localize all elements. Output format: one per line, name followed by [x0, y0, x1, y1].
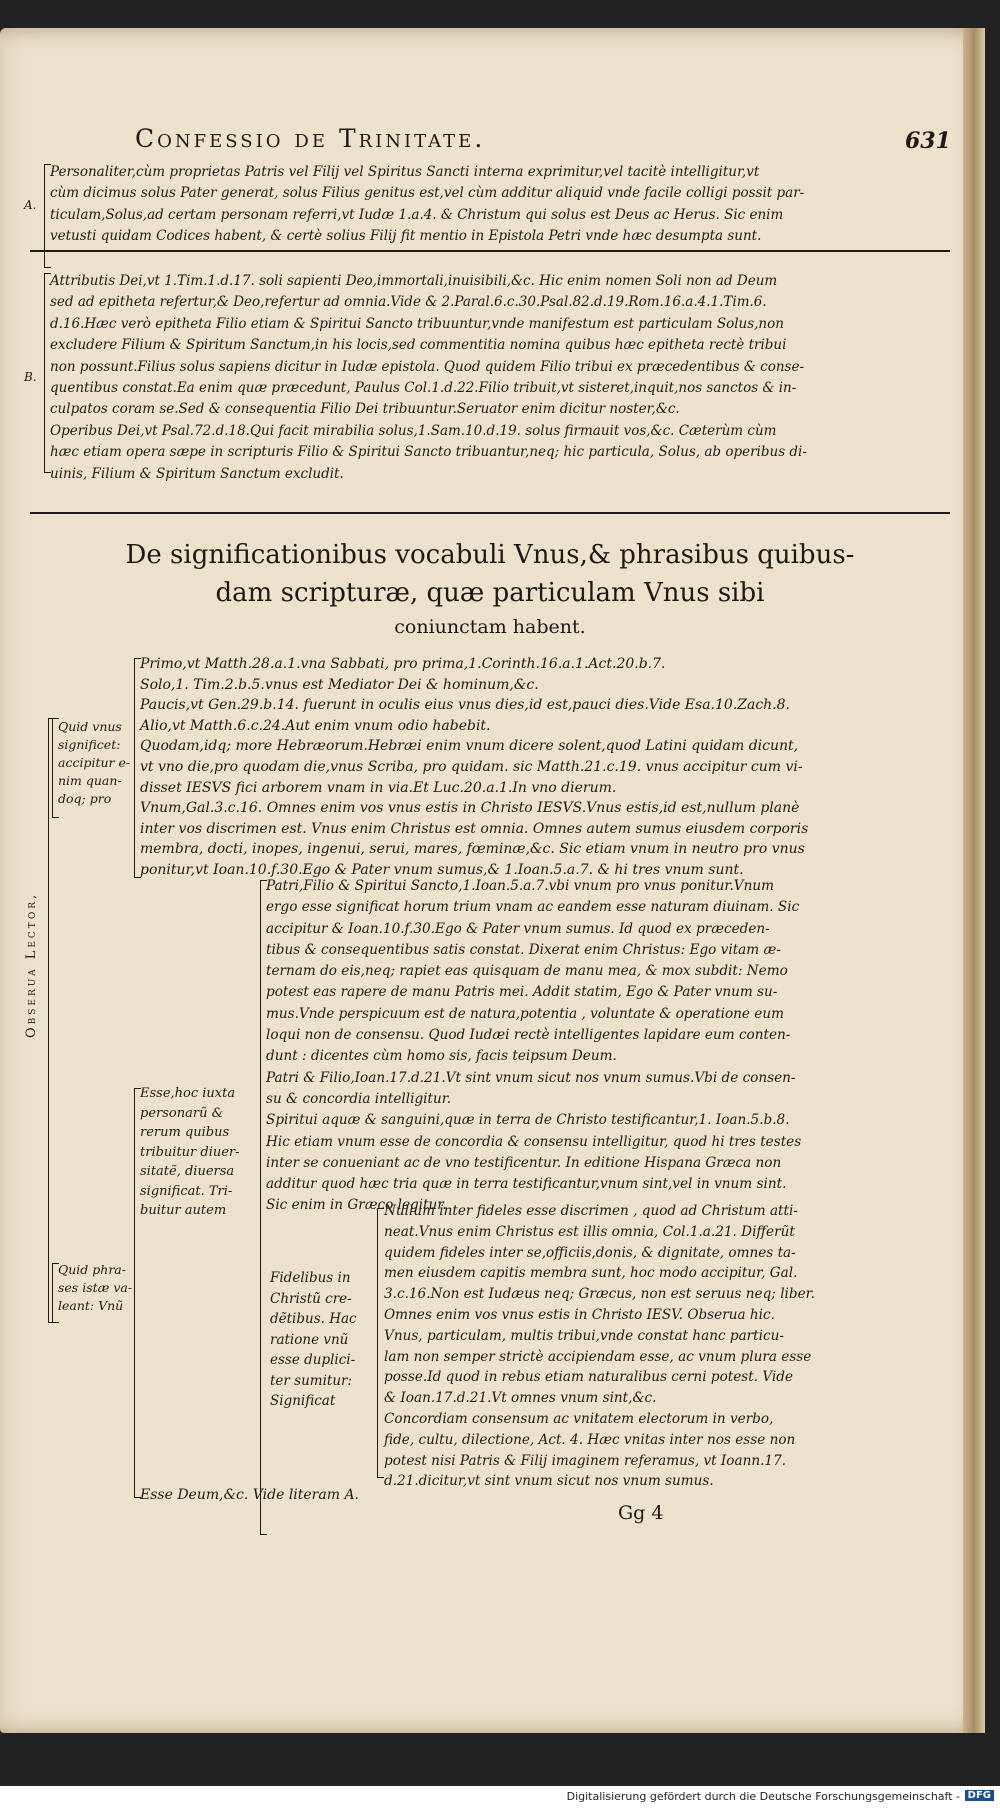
section-title-line: De significationibus vocabuli Vnus,& phrasibus quibus-: [125, 540, 855, 570]
primo-line: disset IESVS fici arborem vnam in via.Et Luc.20.a.1.In vno dierum.: [140, 779, 617, 796]
note-b-line: sed ad epitheta refertur,& Deo,refertur ad omnia.Vide & 2.Paral.6.c.30.Psal.82.d.19.Rom.16.a.4.1.Tim.6.: [50, 294, 767, 311]
patri-line: potest eas rapere de manu Patris mei. Addit statim, Ego & Pater vnum su-: [266, 984, 778, 1001]
fidelibus-line: esse duplici-: [270, 1352, 356, 1368]
primo-line: Alio,vt Matth.6.c.24.Aut enim vnum odio habebit.: [140, 717, 491, 734]
patri-line: Hic etiam vnum esse de concordia & consensu intelligitur, quod hi tres testes: [266, 1133, 802, 1150]
nullum-line: 3.c.16.Non est Iudæus neq; Græcus, non est seruus neq; liber.: [384, 1286, 815, 1303]
quid-vnus-brace: [52, 718, 53, 818]
nullum-line: posse.Id quod in rebus etiam naturalibus cerni potest. Vide: [384, 1369, 794, 1386]
nullum-line: potest nisi Patris & Filij imaginem referamus, vt Ioann.17.: [384, 1452, 787, 1469]
nullum-line: men eiusdem capitis membra sunt, hoc modo accipitur, Gal.: [384, 1265, 798, 1282]
note-b-line: culpatos coram se.Sed & consequentia Filio Dei tribuuntur.Seruator enim dicitur noster,&c.: [50, 401, 680, 418]
outer-brace: [48, 718, 49, 1323]
patri-line: dunt : dicentes cùm homo sis, facis teipsum Deum.: [266, 1048, 617, 1065]
quid-phra-line: Quid phra-: [58, 1262, 126, 1277]
esse-line: rerum quibus: [140, 1125, 230, 1140]
fidelibus-line: ter sumitur:: [270, 1372, 353, 1389]
quid-vnus-line: doq; pro: [58, 791, 112, 806]
quid-phra-line: leant: Vnũ: [58, 1298, 124, 1313]
note-b-line: quentibus constat.Ea enim quæ præcedunt, Paulus Col.1.d.22.Filio tribuit,vt sisteret,inquit,nos sanctos & in-: [50, 380, 797, 397]
note-a-line: vetusti quidam Codices habent, & certè solius Filij fit mentio in Epistola Petri vnde hæc desumpta sunt.: [50, 228, 762, 245]
divider-rule: [30, 250, 950, 252]
primo-line: vt vno die,pro quodam die,vnus Scriba, pro quidam. sic Matth.21.c.19. vnus accipitur cum vi-: [140, 758, 803, 775]
esse-deum-line: Esse Deum,&c. Vide literam A.: [140, 1487, 360, 1503]
note-a-text: [50, 162, 970, 248]
patri-line: Patri,Filio & Spiritui Sancto,1.Ioan.5.a.7.vbi vnum pro vnus ponitur.Vnum: [266, 878, 774, 894]
note-b-brace: [44, 273, 45, 473]
esse-line: buitur autem: [140, 1203, 227, 1218]
running-title: Confessio de Trinitate.: [135, 124, 486, 153]
note-a-line: cùm dicimus solus Pater generat, solus Filius genitus est,vel cùm additur aliquid vnde facile colligi possit par-: [50, 185, 805, 202]
patri-line: Sic enim in Græco legitur.: [266, 1197, 447, 1214]
book-page: [0, 28, 985, 1733]
footer-bar: [0, 1786, 1000, 1810]
note-b-line: excludere Filium & Spiritum Sanctum,in his locis,sed commentitia nomina quibus hæc epitheta rectè tribui: [50, 337, 787, 354]
quid-vnus-label: [58, 718, 130, 808]
primo-line: membra, docti, inopes, ingenui, serui, mares, fœminæ,&c. Sic etiam vnum in neutro pro vnus: [140, 841, 805, 858]
esse-line: Esse,hoc iuxta: [140, 1086, 236, 1101]
note-b-line: Attributis Dei,vt 1.Tim.1.d.17. soli sapienti Deo,immortali,inuisibili,&c. Hic enim nomen Soli non ad Deum: [50, 273, 778, 289]
page-edge: [963, 28, 985, 1733]
esse-line: personarũ &: [140, 1105, 224, 1121]
fidelibus-line: ratione vnũ: [270, 1331, 349, 1348]
quid-vnus-line: significet:: [58, 737, 121, 752]
nullum-block: [384, 1201, 815, 1492]
nullum-line: Vnus, particulam, multis tribui,vnde constat hanc particu-: [384, 1327, 784, 1344]
patri-line: ternam do eis,neq; rapiet eas quisquam de manu mea, & mox subdit: Nemo: [266, 963, 788, 980]
patri-block: [266, 876, 801, 1217]
dfg-logo: DFG: [965, 1790, 994, 1801]
note-b-line: d.16.Hæc verò epitheta Filio etiam & Spiritui Sancto tribuuntur,vnde manifestum est particulam Solus,non: [50, 315, 784, 332]
nullum-line: Nullum inter fideles esse discrimen , quod ad Christum atti-: [384, 1203, 798, 1219]
primo-line: Solo,1. Tim.2.b.5.vnus est Mediator Dei & hominum,&c.: [140, 676, 539, 693]
nullum-line: fide, cultu, dilectione, Act. 4. Hæc vnitas inter nos esse non: [384, 1431, 796, 1448]
note-b-marker: B.: [24, 370, 37, 384]
section-title: [40, 536, 940, 642]
patri-line: accipitur & Ioan.10.f.30.Ego & Pater vnum sumus. Id quod ex præceden-: [266, 920, 770, 937]
primo-brace: [134, 658, 135, 878]
primo-line: Paucis,vt Gen.29.b.14. fuerunt in oculis eius vnus dies,id est,pauci dies.Vide Esa.10.Zach.8.: [140, 697, 791, 714]
patri-line: Spiritui aquæ & sanguini,quæ in terra de Christo testificantur,1. Ioan.5.b.8.: [266, 1112, 790, 1129]
note-b-line: hæc etiam opera sæpe in scripturis Filio & Spiritui Sancto tribuantur,neq; hic particula, Solus, ab operibus di-: [50, 444, 807, 461]
quid-phra-line: ses istæ va-: [58, 1280, 133, 1295]
patri-line: inter se conueniant ac de vno testificentur. In editione Hispana Græca non: [266, 1154, 782, 1171]
fidelibus-line: Significat: [270, 1393, 336, 1409]
quid-vnus-line: accipitur e-: [58, 755, 131, 770]
funding-credit: Digitalisierung gefördert durch die Deutsche Forschungsgemeinschaft -: [566, 1790, 960, 1803]
patri-line: ergo esse significat horum trium vnam ac eandem esse naturam diuinam. Sic: [266, 899, 800, 916]
page-number: 631: [905, 128, 951, 154]
fidelibus-line: Christũ cre-: [270, 1290, 352, 1307]
section-title-line: coniunctam habent.: [394, 616, 586, 638]
primo-line: inter vos discrimen est. Vnus enim Christus est omnia. Omnes autem sumus eiusdem corporis: [140, 820, 809, 837]
patri-line: mus.Vnde perspicuum est de natura,potentia , voluntate & operatione eum: [266, 1005, 784, 1022]
patri-line: additur quod hæc tria quæ in terra testificantur,vnum sint,vel in vnum sint.: [266, 1176, 787, 1193]
note-b-line: non possunt.Filius solus sapiens dicitur in Iudæ epistola. Quod quidem Filio tribui ex præcedentibus & conse-: [50, 358, 805, 375]
esse-brace: [134, 1088, 135, 1498]
esse-line: tribuitur diuer-: [140, 1144, 240, 1160]
nullum-line: quidem fideles inter se,officiis,donis, & dignitate, omnes ta-: [384, 1244, 796, 1261]
signature-mark: Gg 4: [618, 1502, 664, 1524]
section-title-line: dam scripturæ, quæ particulam Vnus sibi: [215, 578, 765, 608]
primo-line: Quodam,idq; more Hebræorum.Hebræi enim vnum dicere solent,quod Latini quidam dicunt,: [140, 738, 799, 755]
nullum-line: d.21.dicitur,vt sint vnum sicut nos vnum sumus.: [384, 1473, 714, 1490]
patri-brace: [260, 880, 261, 1535]
nullum-line: Omnes enim vos vnus estis in Christo IESV. Obserua hic.: [384, 1306, 775, 1323]
primo-line: Vnum,Gal.3.c.16. Omnes enim vos vnus estis in Christo IESVS.Vnus estis,id est,nullum planè: [140, 800, 800, 817]
note-b-text: [50, 271, 970, 485]
esse-label: [140, 1084, 240, 1221]
esse-line: significat. Tri-: [140, 1183, 233, 1199]
primo-block: [140, 654, 808, 881]
fidelibus-line: dẽtibus. Hac: [270, 1311, 357, 1327]
note-b-line: uinis, Filium & Spiritum Sanctum excludit.: [50, 465, 344, 482]
note-a-marker: A.: [24, 198, 37, 212]
nullum-line: lam non semper strictè accipiendam esse, ac vnum plura esse: [384, 1348, 812, 1365]
quid-phra-label: [58, 1261, 132, 1315]
patri-line: loqui non de consensu. Quod Iudæi rectè intelligentes lapidare eum conten-: [266, 1027, 791, 1044]
fidelibus-label: [270, 1268, 357, 1412]
nullum-line: neat.Vnus enim Christus est illis omnia, Col.1.a.21. Differũt: [384, 1223, 795, 1240]
fidelibus-line: Fidelibus in: [270, 1270, 351, 1286]
note-b-line: Operibus Dei,vt Psal.72.d.18.Qui facit mirabilia solus,1.Sam.10.d.19. solus firmauit vos,&c. Cæterùm cùm: [50, 422, 777, 439]
margin-note: Obserua Lector,: [24, 891, 39, 1038]
esse-line: sitatẽ, diuersa: [140, 1164, 235, 1179]
note-a-line: ticulam,Solus,ad certam personam referri,vt Iudæ 1.a.4. & Christum qui solus est Deus ac Herus. Sic enim: [50, 206, 784, 223]
primo-line: Primo,vt Matth.28.a.1.vna Sabbati, pro prima,1.Corinth.16.a.1.Act.20.b.7.: [140, 656, 666, 672]
quid-phra-brace: [52, 1263, 53, 1323]
note-a-brace: [44, 164, 45, 268]
quid-vnus-line: nim quan-: [58, 773, 122, 788]
nullum-line: & Ioan.17.d.21.Vt omnes vnum sint,&c.: [384, 1390, 657, 1407]
patri-line: su & concordia intelligitur.: [266, 1090, 452, 1107]
nullum-line: Concordiam consensum ac vnitatem electorum in verbo,: [384, 1410, 774, 1427]
divider-rule: [30, 512, 950, 514]
quid-vnus-line: Quid vnus: [58, 719, 122, 734]
primo-line: ponitur,vt Ioan.10.f.30.Ego & Pater vnum sumus,& 1.Ioan.5.a.7. & hi tres vnum sunt.: [140, 861, 744, 878]
patri-line: Patri & Filio,Ioan.17.d.21.Vt sint vnum sicut nos vnum sumus.Vbi de consen-: [266, 1069, 796, 1086]
nullum-brace: [377, 1208, 378, 1478]
patri-line: tibus & consequentibus satis constat. Dixerat enim Christus: Ego vitam æ-: [266, 941, 781, 958]
note-a-line: Personaliter,cùm proprietas Patris vel Filij vel Spiritus Sancti interna exprimitur,vel tacitè intelligitur,vt: [50, 164, 760, 180]
